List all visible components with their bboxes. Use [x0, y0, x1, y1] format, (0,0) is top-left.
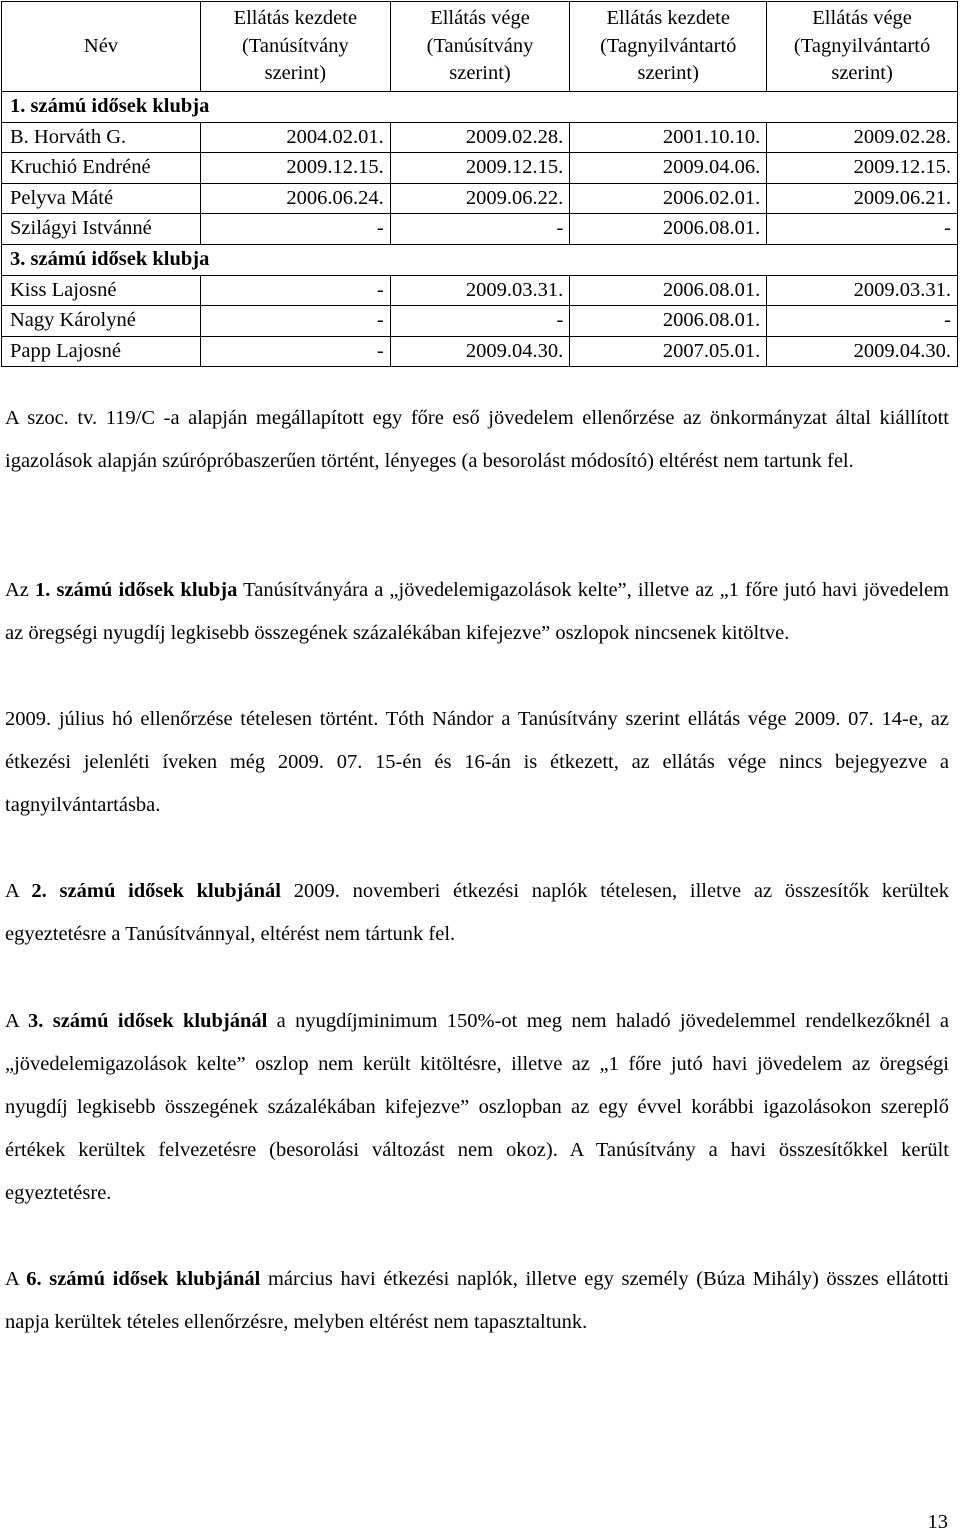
paragraph-club-3: [5, 1000, 949, 1215]
header-col-1: [200, 2, 390, 92]
table-row: [2, 183, 958, 214]
section-row: [2, 92, 958, 123]
cell-date: 2009.02.28.: [390, 122, 570, 153]
table-row: [2, 153, 958, 184]
cell-date: 2009.04.06.: [570, 153, 767, 184]
paragraph-text: Tanúsítványára a „jövedelemigazolások kelte”, illetve az „1 főre jutó havi jövedelem az öregségi nyugdíj legkisebb összegének százalékában kifejezve” oszlopok nincsenek kitöltve.: [5, 579, 949, 644]
club-name: 1. számú idősek klubja: [35, 579, 238, 601]
header-line: Ellátás vége: [430, 7, 530, 30]
table-row: [2, 214, 958, 245]
paragraph-club-2: [5, 870, 949, 956]
header-line: Ellátás vége: [812, 7, 912, 30]
cell-date: 2004.02.01.: [200, 122, 390, 153]
table-row: [2, 306, 958, 337]
paragraph-july-check: [5, 698, 949, 827]
cell-date: 2009.02.28.: [767, 122, 958, 153]
cell-date: 2009.12.15.: [200, 153, 390, 184]
cell-name: Pelyva Máté: [2, 183, 201, 214]
cell-date: 2009.04.30.: [390, 336, 570, 367]
cell-date: 2007.05.01.: [570, 336, 767, 367]
header-line: (Tagnyilvántartó: [793, 34, 931, 57]
cell-date: 2006.08.01.: [570, 214, 767, 245]
paragraph-text: március havi étkezési naplók, illetve egy személy (Búza Mihály) összes ellátotti napja kerültek tételes ellenőrzésre, melyben eltérést nem tapasztaltunk.: [5, 1268, 949, 1333]
paragraph-text: Az: [5, 579, 36, 601]
cell-date: -: [200, 214, 390, 245]
cell-date: -: [200, 306, 390, 337]
header-col-3: [570, 2, 767, 92]
header-name: [2, 2, 201, 92]
paragraph-income-check: [5, 397, 949, 483]
cell-date: 2009.06.21.: [767, 183, 958, 214]
section-title: 3. számú idősek klubja: [2, 244, 958, 275]
club-name: 3. számú idősek klubjánál: [28, 1010, 268, 1032]
header-line: (Tanúsítvány: [241, 34, 349, 57]
cell-date: 2006.02.01.: [570, 183, 767, 214]
clients-table: [1, 1, 958, 367]
cell-date: 2009.03.31.: [767, 275, 958, 306]
header-line: szerint): [449, 62, 511, 85]
cell-date: 2009.04.30.: [767, 336, 958, 367]
paragraph-text: 2009. július hó ellenőrzése tételesen történt. Tóth Nándor a Tanúsítvány szerint ellátás vége 2009. 07. 14-e, az étkezési jelenléti íveken még 2009. 07. 15-én és 16-án is étkezett, az ellátás vége nincs bejegyezve a tagnyilvántartásba.: [5, 708, 949, 816]
cell-date: 2006.08.01.: [570, 306, 767, 337]
paragraph-club-6: [5, 1258, 949, 1344]
paragraph-text: A: [5, 880, 32, 902]
club-name: 2. számú idősek klubjánál: [31, 880, 281, 902]
paragraph-text: A szoc. tv. 119/C -a alapján megállapított egy főre eső jövedelem ellenőrzése az önkormányzat által kiállított igazolások alapján szúrópróbaszerűen történt, lényeges (a besorolást módosító) eltérést nem tartunk fel.: [5, 407, 949, 472]
cell-date: 2009.12.15.: [767, 153, 958, 184]
cell-date: 2009.12.15.: [390, 153, 570, 184]
paragraph-text: A: [5, 1010, 29, 1032]
table-body: [2, 92, 958, 367]
header-col-4: [767, 2, 958, 92]
page-number: 13: [927, 1511, 948, 1533]
table-row: [2, 122, 958, 153]
section-row: [2, 244, 958, 275]
paragraph-text: A: [5, 1268, 27, 1290]
club-name: 6. számú idősek klubjánál: [26, 1268, 261, 1290]
cell-date: 2009.06.22.: [390, 183, 570, 214]
table-row: [2, 275, 958, 306]
cell-date: -: [200, 275, 390, 306]
header-line: Név: [83, 34, 119, 57]
header-line: (Tanúsítvány: [426, 34, 534, 57]
cell-name: Kruchió Endréné: [2, 153, 201, 184]
cell-date: -: [767, 214, 958, 245]
header-line: szerint): [264, 62, 327, 85]
header-line: Ellátás kezdete: [233, 7, 358, 30]
cell-date: -: [390, 306, 570, 337]
paragraph-text: 2009. novemberi étkezési naplók tételesen, illetve az összesítők kerültek egyeztetésre a Tanúsítvánnyal, eltérést nem tártunk fel.: [5, 880, 949, 945]
header-line: szerint): [831, 62, 893, 85]
table-header-row: [2, 2, 958, 92]
cell-date: 2009.03.31.: [390, 275, 570, 306]
paragraph-club-1: [5, 569, 949, 655]
cell-date: -: [767, 306, 958, 337]
header-line: szerint): [637, 62, 699, 85]
cell-name: Kiss Lajosné: [2, 275, 201, 306]
table-row: [2, 336, 958, 367]
header-col-2: [390, 2, 570, 92]
cell-date: 2006.08.01.: [570, 275, 767, 306]
header-line: Ellátás kezdete: [606, 7, 730, 30]
paragraph-text: a nyugdíjminimum 150%-ot meg nem haladó jövedelemmel rendelkezőknél a „jövedelemigazolások kelte” oszlop nem került kitöltésre, illetve az „1 főre jutó havi jövedelem az öregségi nyugdíj legkisebb összegének százalékában kifejezve” oszlopban az egy évvel korábbi igazolásokon szereplő értékek kerültek felvezetésre (besorolási változást nem okoz). A Tanúsítvány a havi összesítőkkel került egyeztetésre.: [5, 1010, 950, 1204]
cell-date: 2001.10.10.: [570, 122, 767, 153]
cell-name: Nagy Károlyné: [2, 306, 201, 337]
cell-name: B. Horváth G.: [2, 122, 201, 153]
header-line: (Tagnyilvántartó: [600, 34, 737, 57]
cell-name: Papp Lajosné: [2, 336, 201, 367]
section-title: 1. számú idősek klubja: [2, 92, 958, 123]
cell-date: -: [200, 336, 390, 367]
cell-date: 2006.06.24.: [200, 183, 390, 214]
cell-name: Szilágyi Istvánné: [2, 214, 201, 245]
cell-date: -: [390, 214, 570, 245]
